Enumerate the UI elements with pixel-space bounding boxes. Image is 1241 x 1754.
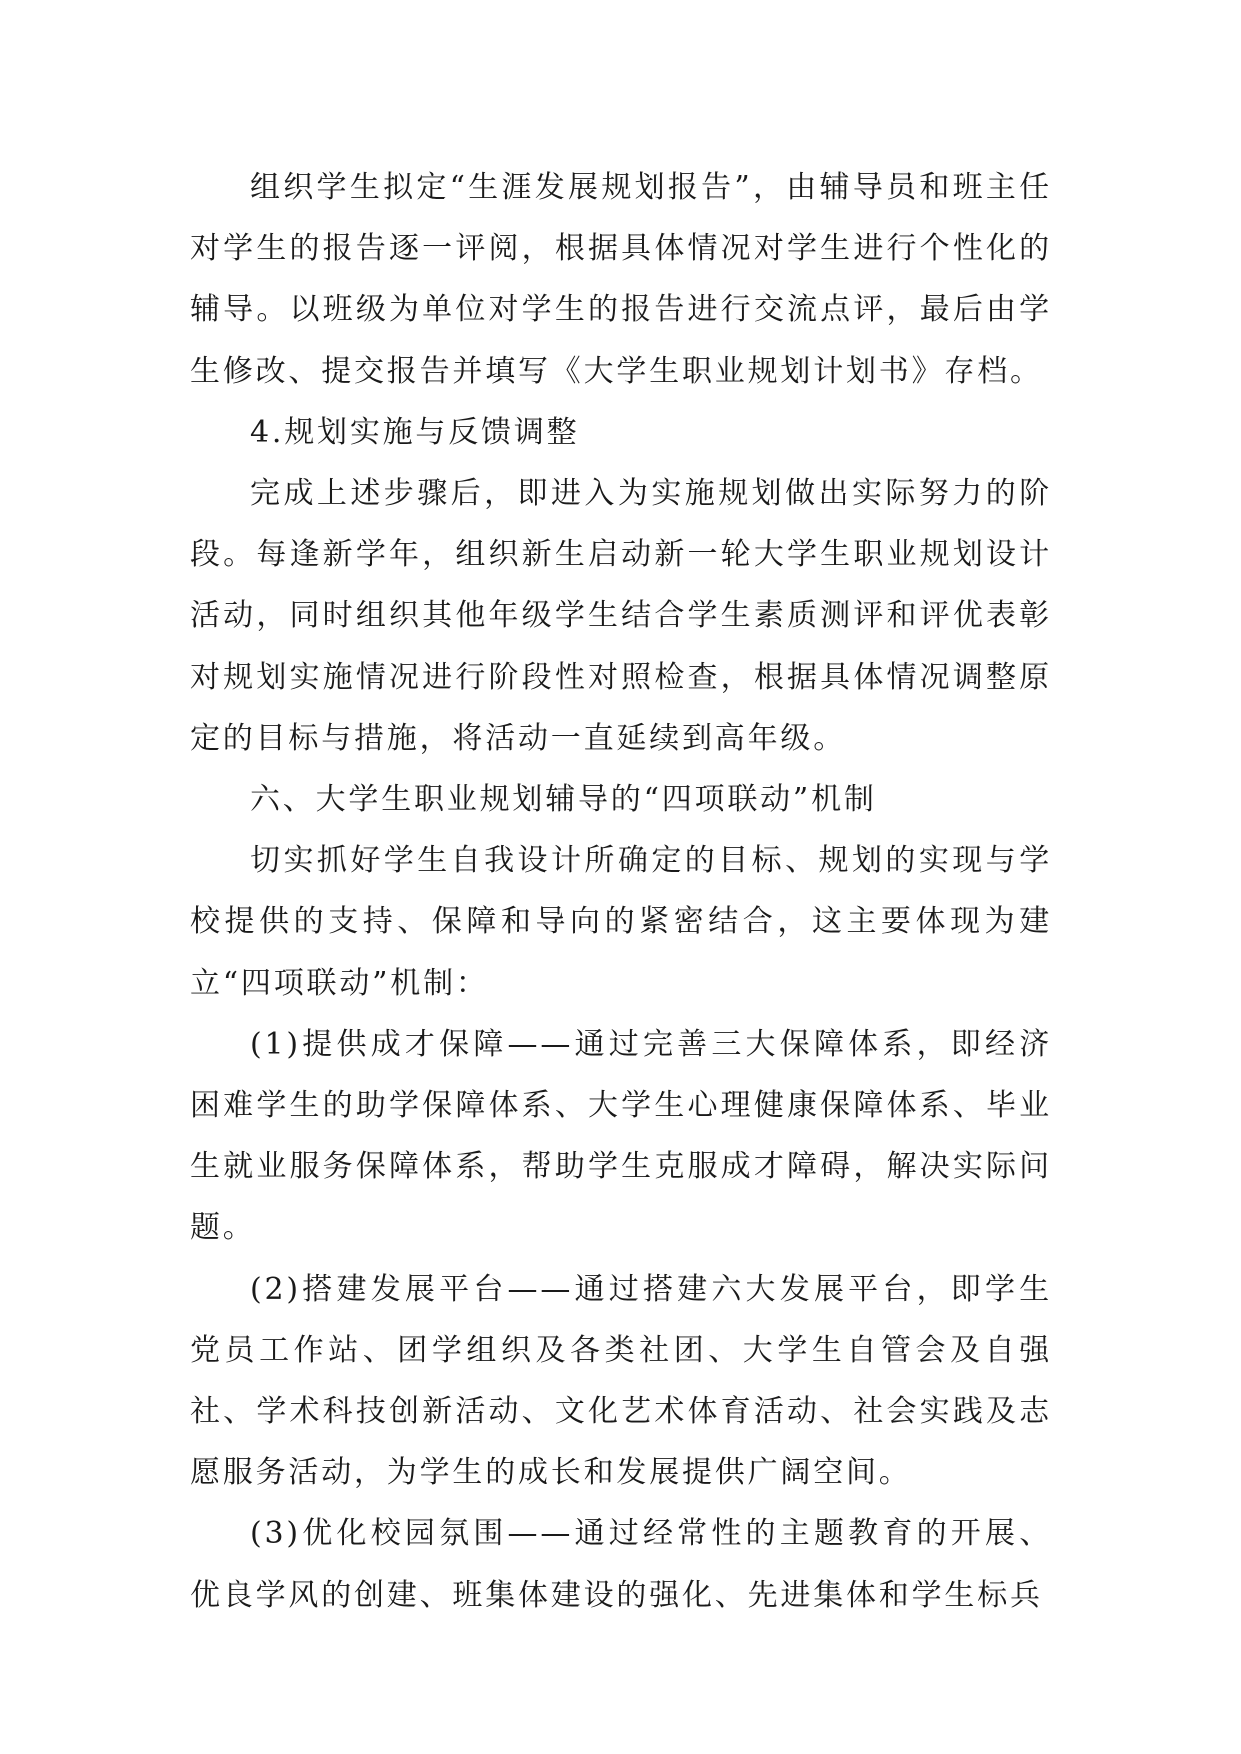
paragraph-implementation: 完成上述步骤后，即进入为实施规划做出实际努力的阶段。每逢新学年，组织新生启动新一轮大学生职业规划设计活动，同时组织其他年级学生结合学生素质测评和评优表彰对规划实施情况进行阶段性对照检查，根据具体情况调整原定的目标与措施，将活动一直延续到高年级。 [190,476,1052,756]
section-heading-four-linkage: 六、大学生职业规划辅导的“四项联动”机制 [250,782,877,818]
section-heading-implementation: 4.规划实施与反馈调整 [250,414,580,450]
paragraph-item-1: (1)提供成才保障——通过完善三大保障体系，即经济困难学生的助学保障体系、大学生心理健康保障体系、毕业生就业服务保障体系，帮助学生克服成才障碍，解决实际问题。 [190,1026,1052,1246]
paragraph-career-report: 组织学生拟定“生涯发展规划报告”，由辅导员和班主任对学生的报告逐一评阅，根据具体情况对学生进行个性化的辅导。以班级为单位对学生的报告进行交流点评，最后由学生修改、提交报告并填写《大学生职业规划计划书》存档。 [190,170,1052,389]
paragraph-four-linkage-intro: 切实抓好学生自我设计所确定的目标、规划的实现与学校提供的支持、保障和导向的紧密结合，这主要体现为建立“四项联动”机制： [190,843,1052,1001]
paragraph-item-3: (3)优化校园氛围——通过经常性的主题教育的开展、优良学风的创建、班集体建设的强化、先进集体和学生标兵 [190,1516,1052,1613]
document-body [190,157,1052,1626]
paragraph-item-2: (2)搭建发展平台——通过搭建六大发展平台，即学生党员工作站、团学组织及各类社团、大学生自管会及自强社、学术科技创新活动、文化艺术体育活动、社会实践及志愿服务活动，为学生的成长和发展提供广阔空间。 [190,1271,1052,1491]
